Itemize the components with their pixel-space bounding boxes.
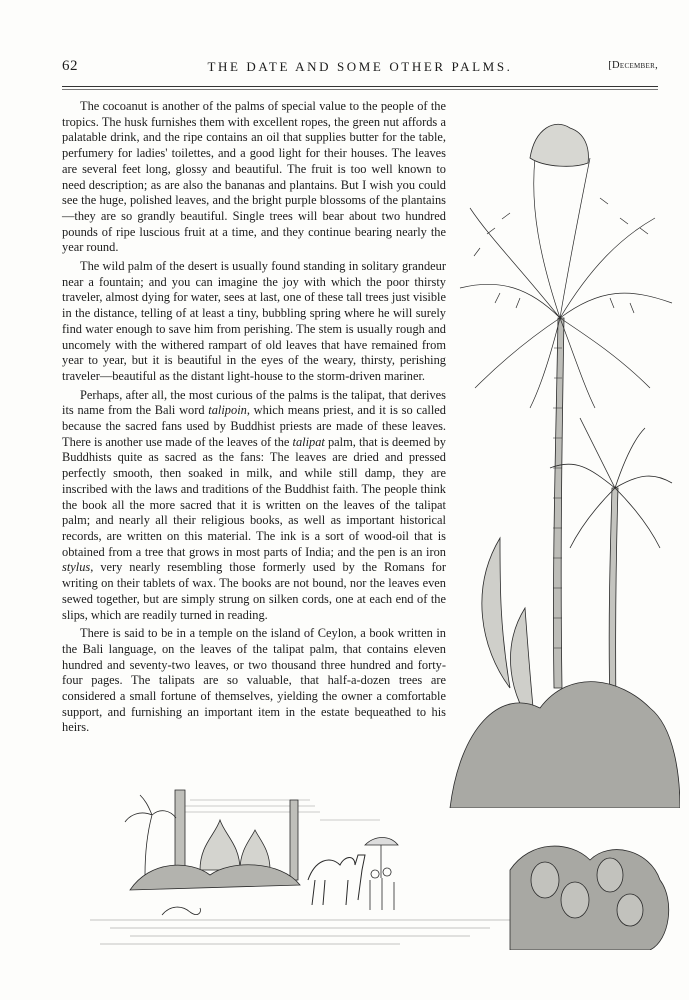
text-run: palm, that is deemed by Buddhists quite as sacred as the fans: The leaves are dried and pressed perfectly smooth, then soaked in milk, and while still damp, they are inscribed with the laws and traditions of the Buddhist faith. The people think the book all the more sacred that it is written on the leaves of the talipat palm; and nearly all their religious books, as well as important historical records, are written on this material. The ink is a sort of wood-oil that is obtained from a tree that grows in most parts of India; and the pen is an iron xyxy=(62,434,446,559)
palm-trees-illustration xyxy=(440,88,680,808)
paragraph xyxy=(62,99,446,256)
article-body xyxy=(62,99,446,739)
text-run: The cocoanut is another of the palms of special value to the people of the tropics. The husk furnishes them with excellent ropes, the green nut affords a palatable drink, and the ripe contains an oil that supplies butter for the table, perfumery for ladies' toilettes, and a good light for their houses. The leaves are several feet long, glossy and beautiful. The fruit is too well known to need description; as are also the bananas and plantains. But I wish you could see the huge, polished leaves, and the bright purple blossoms of the plantains—they are so grandly beautiful. Single trees will bear about two hundred pounds of ripe luscious fruit at a time, and they continue bearing nearly the year round. xyxy=(62,99,446,255)
page-number: 62 xyxy=(62,58,78,74)
italic-term: stylus xyxy=(62,560,91,575)
italic-term: talipat xyxy=(292,434,325,449)
text-run: , very nearly resembling those formerly used by the Romans for writing on their tablets of wax. The books are not bound, nor the leaves even sewed together, but are simply strung on silken cords, one at each end of the slips, which are readily turned in reading. xyxy=(62,560,446,622)
text-run: The wild palm of the desert is usually found standing in solitary grandeur near a fountain; and you can imagine the joy with which the poor thirsty traveler, almost dying for water, sees at last, one of these tall trees just visible in the distance, telling of at least a tiny, bubbling spring where he will surely find water enough to save him from perishing. The stem is usually rough and uncomely with the withered rampart of old leaves that have remained from year to year, but it is beautiful in the eyes of the weary, thirsty, perishing traveler—beautiful as the distant light-house to the storm-driven mariner. xyxy=(62,259,446,383)
text-run: There is said to be in a temple on the island of Ceylon, a book written in the Bali language, on the leaves of the talipat palm, that contains eleven hundred and seventy-two leaves, or two thousand three hundred and forty-four pages. The talipats are so valuable, that half-a-dozen trees are considered a small fortune of themselves, yielding the owner a comfortable support, and furnishing an important item in the estate bequeathed to his heirs. xyxy=(62,626,446,735)
paragraph xyxy=(62,259,446,385)
header-rule xyxy=(62,86,658,87)
running-title: THE DATE AND SOME OTHER PALMS. xyxy=(207,59,513,74)
page-header xyxy=(62,58,658,78)
italic-term: talipoin xyxy=(208,403,247,418)
paragraph xyxy=(62,626,446,736)
text-run: , which means priest, and it is so called because the sacred fans used by Buddhist priests are made of these leaves. There is another use made of the leaves of the xyxy=(62,403,446,449)
text-run: Perhaps, after all, the most curious of the palms is the talipat, that derives its name from the Bali word xyxy=(62,387,446,418)
month-label: [December, xyxy=(608,60,658,71)
paragraph xyxy=(62,388,446,624)
desert-scene-illustration xyxy=(90,760,680,950)
